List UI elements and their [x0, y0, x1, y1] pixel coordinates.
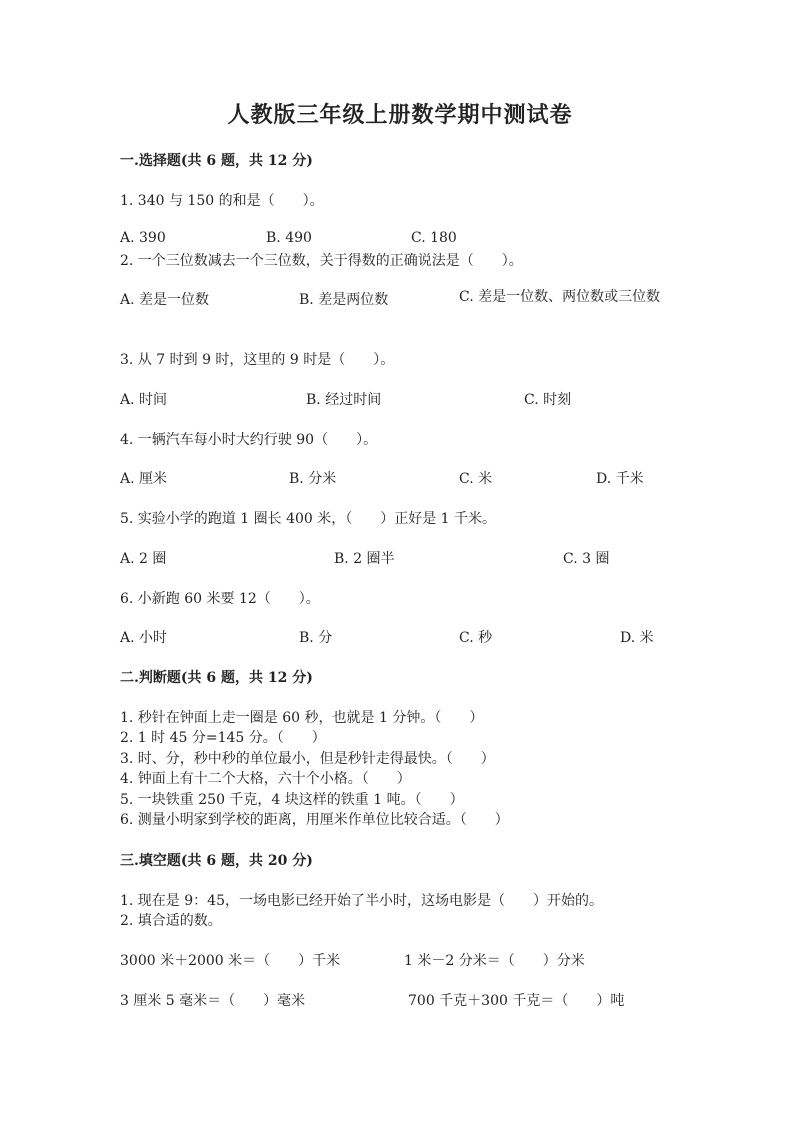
option-a: A. 差是一位数: [120, 292, 210, 308]
judge-item: 3. 时、分，秒中秒的单位最小，但是秒针走得最快。（ ）: [120, 751, 495, 767]
option-c: C. 3 圈: [563, 551, 610, 567]
option-a: A. 时间: [120, 392, 168, 408]
option-a: A. 2 圈: [120, 551, 167, 567]
option-b: B. 差是两位数: [299, 292, 389, 308]
judge-item: 1. 秒针在钟面上走一圈是 60 秒，也就是 1 分钟。（ ）: [120, 710, 484, 726]
option-b: B. 分: [299, 630, 333, 646]
judge-item: 4. 钟面上有十二个大格，六十个小格。（ ）: [120, 771, 411, 787]
option-a: A. 390: [120, 230, 166, 246]
option-c: C. 秒: [459, 630, 493, 646]
section-header-judge: 二.判断题(共 6 题，共 12 分): [120, 670, 313, 686]
question-text: 6. 小新跑 60 米要 12（ ）。: [120, 591, 320, 607]
section-header-fill: 三.填空题(共 6 题，共 20 分): [120, 853, 313, 869]
fill-question: 2. 填合适的数。: [120, 913, 222, 929]
option-a: A. 厘米: [120, 471, 168, 487]
question-text: 4. 一辆汽车每小时大约行驶 90（ ）。: [120, 432, 378, 448]
fill-item: 3 厘米 5 毫米＝（ ）毫米: [120, 993, 306, 1009]
question-text: 5. 实验小学的跑道 1 圈长 400 米，（ ）正好是 1 千米。: [120, 511, 497, 527]
option-c: C. 180: [411, 230, 457, 246]
question-text: 2. 一个三位数减去一个三位数，关于得数的正确说法是（ ）。: [120, 253, 523, 269]
option-b: B. 分米: [289, 471, 337, 487]
option-a: A. 小时: [120, 630, 168, 646]
question-text: 1. 340 与 150 的和是（ ）。: [120, 193, 324, 209]
fill-question: 1. 现在是 9：45，一场电影已经开始了半小时，这场电影是（ ）开始的。: [120, 893, 603, 909]
section-header-choice: 一.选择题(共 6 题，共 12 分): [120, 153, 313, 169]
fill-item: 1 米－2 分米＝（ ）分米: [404, 953, 585, 969]
option-d: D. 千米: [596, 471, 644, 487]
option-c: C. 时刻: [524, 392, 572, 408]
question-text: 3. 从 7 时到 9 时，这里的 9 时是（ ）。: [120, 352, 395, 368]
option-c: C. 差是一位数、两位数或三位数: [459, 289, 661, 305]
option-b: B. 2 圈半: [334, 551, 395, 567]
page-title: 人教版三年级上册数学期中测试卷: [227, 102, 573, 128]
option-b: B. 490: [266, 230, 312, 246]
option-c: C. 米: [459, 471, 493, 487]
option-d: D. 米: [620, 630, 654, 646]
option-b: B. 经过时间: [306, 392, 382, 408]
judge-item: 2. 1 时 45 分=145 分。（ ）: [120, 730, 326, 746]
judge-item: 5. 一块铁重 250 千克，4 块这样的铁重 1 吨。（ ）: [120, 792, 464, 808]
fill-item: 3000 米＋2000 米＝（ ）千米: [120, 953, 341, 969]
judge-item: 6. 测量小明家到学校的距离，用厘米作单位比较合适。（ ）: [120, 812, 509, 828]
fill-item: 700 千克＋300 千克＝（ ）吨: [408, 993, 625, 1009]
